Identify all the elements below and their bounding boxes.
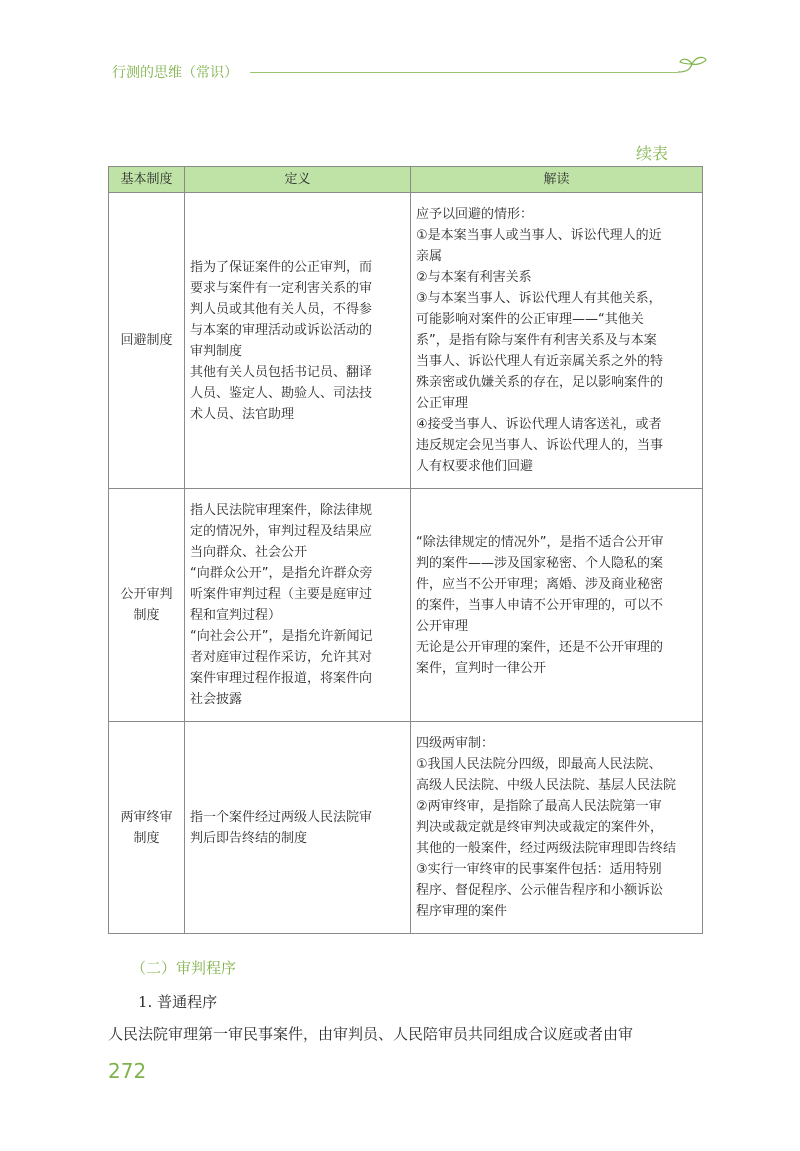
cell-text-line: 系”，是指有除与案件有利害关系及与本案 <box>416 333 657 348</box>
cell-text-line: 违反规定会见当事人、诉讼代理人的，当事 <box>416 438 664 453</box>
table-row <box>109 193 703 489</box>
cell-text-line: 制度 <box>133 830 160 846</box>
cell-text-line: 程序审理的案件 <box>416 904 508 919</box>
cell-text-line: 公开审判 <box>120 587 173 602</box>
cell-text-line: 殊亲密或仇嫌关系的存在，足以影响案件的 <box>416 375 664 390</box>
cell-text-line: 案件审理过程作报道，将案件向 <box>190 671 373 686</box>
cell-text-line: ③实行一审终审的民事案件包括：适用特别 <box>416 862 662 877</box>
cell-text-line: 指为了保证案件的公正审判，而 <box>190 259 373 275</box>
sprout-icon <box>676 54 708 78</box>
cell-text-line: 指一个案件经过两级人民法院审 <box>190 809 373 825</box>
cell-text-line: 回避制度 <box>120 333 173 348</box>
cell-text-line: 人有权要求他们回避 <box>416 459 534 474</box>
cell-text-line: 定的情况外，审判过程及结果应 <box>190 524 373 539</box>
table-header-row <box>109 167 703 193</box>
cell-text-line: 其他有关人员包括书记员、翻译 <box>190 364 373 380</box>
cell-text-line: 术人员、法官助理 <box>190 406 295 422</box>
cell-text-line: 者对庭审过程作采访，允许其对 <box>190 650 373 665</box>
cell-text-line: 无论是公开审理的案件，还是不公开审理的 <box>416 639 664 655</box>
system-name-cell <box>109 489 185 722</box>
header-definition: 定义 <box>185 167 411 193</box>
cell-text-line: 高级人民法院、中级人民法院、基层人民法院 <box>416 778 677 793</box>
cell-text-line: 判人员或其他有关人员，不得参 <box>190 301 373 317</box>
subsection-title: 1. 普通程序 <box>138 993 218 1011</box>
cell-text-line: ①是本案当事人或当事人、诉讼代理人的近 <box>416 228 662 243</box>
cell-text-line: 公正审理 <box>416 396 469 411</box>
header-basic-system: 基本制度 <box>109 167 185 193</box>
cell-text-line: 判决或裁定就是终审判决或裁定的案件外， <box>416 820 664 835</box>
cell-text-line: “向社会公开”，是指允许新闻记 <box>190 629 373 644</box>
cell-text-line: 程序、督促程序、公示催告程序和小额诉讼 <box>416 883 664 898</box>
cell-text-line: “除法律规定的情况外”，是指不适合公开审 <box>416 534 664 550</box>
cell-text-line: 指人民法院审理案件，除法律规 <box>190 503 373 518</box>
table-row <box>109 489 703 722</box>
page-number: 272 <box>108 1059 147 1083</box>
cell-text-line: 的案件，当事人申请不公开审理的，可以不 <box>416 597 664 613</box>
cell-text-line: 件，应当不公开审理；离婚、涉及商业秘密 <box>416 576 664 592</box>
cell-text-line: 应予以回避的情形： <box>416 207 534 222</box>
cell-text-line: “向群众公开”，是指允许群众旁 <box>190 566 373 581</box>
cell-text-line: 可能影响对案件的公正审理——“其他关 <box>416 312 644 327</box>
cell-text-line: 四级两审制： <box>416 736 495 751</box>
definition-cell <box>185 722 411 934</box>
cell-text-line: 当事人、诉讼代理人有近亲属关系之外的特 <box>416 354 664 369</box>
cell-text-line: 案件，宣判时一律公开 <box>416 660 547 676</box>
legal-system-table <box>108 166 703 934</box>
header-divider <box>250 72 678 73</box>
cell-text-line: 要求与案件有一定利害关系的审 <box>190 280 373 296</box>
interpretation-cell <box>411 489 703 722</box>
table-row <box>109 722 703 934</box>
cell-text-line: ③与本案当事人、诉讼代理人有其他关系， <box>416 291 662 306</box>
definition-cell <box>185 193 411 489</box>
body-paragraph: 人民法院审理第一审民事案件，由审判员、人民陪审员共同组成合议庭或者由审 <box>108 1025 634 1043</box>
cell-text-line: 程和宣判过程） <box>190 608 282 623</box>
system-name-cell <box>109 722 185 934</box>
cell-text-line: ④接受当事人、诉讼代理人请客送礼，或者 <box>416 417 662 432</box>
cell-text-line: 听案件审判过程（主要是庭审过 <box>190 587 373 602</box>
system-name-cell <box>109 193 185 489</box>
cell-text-line: 当向群众、社会公开 <box>190 545 308 560</box>
continued-table-label: 续表 <box>636 144 669 163</box>
cell-text-line: 公开审理 <box>416 618 469 634</box>
cell-text-line: 社会披露 <box>190 692 243 707</box>
interpretation-cell <box>411 722 703 934</box>
header-interpretation: 解读 <box>411 167 703 193</box>
cell-text-line: 其他的一般案件，经过两级法院审理即告终结 <box>416 841 677 856</box>
cell-text-line: 判的案件——涉及国家秘密、个人隐私的案 <box>416 555 664 571</box>
cell-text-line: 人员、鉴定人、勘验人、司法技 <box>190 385 373 401</box>
cell-text-line: 两审终审 <box>120 809 173 825</box>
running-header-title: 行测的思维（常识） <box>112 65 238 81</box>
definition-cell <box>185 489 411 722</box>
interpretation-cell <box>411 193 703 489</box>
cell-text-line: 判后即告终结的制度 <box>190 830 308 846</box>
cell-text-line: 与本案的审理活动或诉讼活动的 <box>190 322 373 338</box>
cell-text-line: ②两审终审，是指除了最高人民法院第一审 <box>416 799 662 814</box>
cell-text-line: 制度 <box>133 608 160 623</box>
cell-text-line: ①我国人民法院分四级，即最高人民法院、 <box>416 757 662 772</box>
cell-text-line: ②与本案有利害关系 <box>416 270 532 285</box>
section-title: （二）审判程序 <box>131 959 237 977</box>
cell-text-line: 亲属 <box>416 249 443 264</box>
cell-text-line: 审判制度 <box>190 343 243 359</box>
